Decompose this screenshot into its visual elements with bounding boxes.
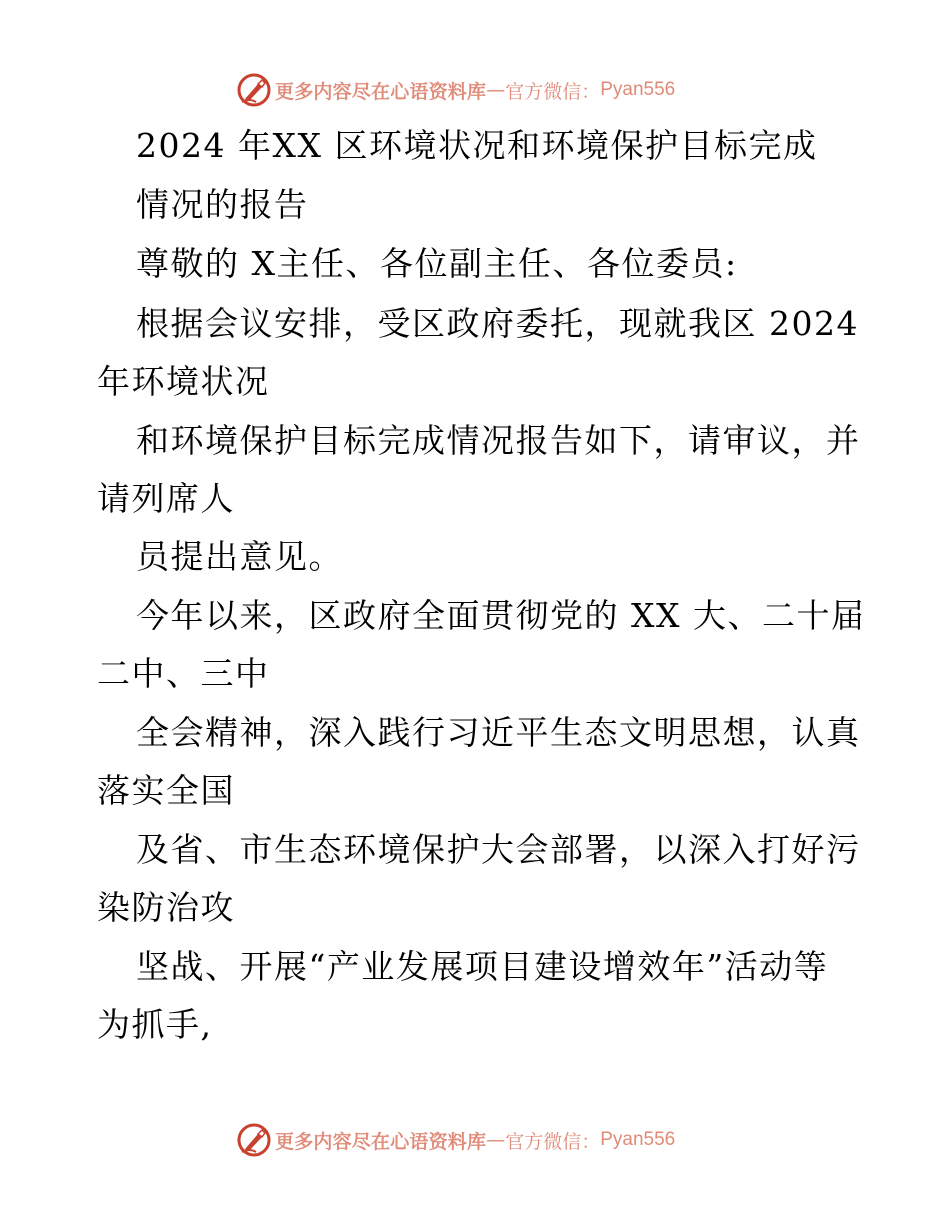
header-watermark <box>236 72 675 108</box>
paragraph-line: 根据会议安排，受区政府委托，现就我区 2024 <box>136 304 859 343</box>
pen-logo-icon <box>236 72 272 108</box>
footer-watermark <box>236 1122 675 1158</box>
watermark-text: 更多内容尽在心语资料库 <box>275 1130 487 1153</box>
paragraph-line: 及省、市生态环境保护大会部署，以深入打好污 <box>136 830 861 869</box>
paragraph-line: 和环境保护目标完成情况报告如下，请审议，并 <box>136 421 861 460</box>
paragraph-line: 今年以来，区政府全面贯彻党的 XX 大、二十届 <box>136 596 866 635</box>
watermark-wechat-id: Pyan556 <box>600 1129 676 1150</box>
watermark-wechat-id: Pyan556 <box>600 79 676 100</box>
paragraph-line: 全会精神，深入践行习近平生态文明思想，认真 <box>136 713 861 752</box>
pen-logo-icon <box>236 1122 272 1158</box>
watermark-dash: — <box>486 79 506 101</box>
paragraph-line: 落实全国 <box>97 771 235 810</box>
watermark-wechat-label: 官方微信： <box>505 1130 601 1153</box>
watermark-wechat-label: 官方微信： <box>505 80 601 103</box>
watermark-dash: — <box>486 1129 506 1151</box>
report-title-line-1: 2024 年XX 区环境状况和环境保护目标完成 <box>136 126 818 165</box>
watermark-text: 更多内容尽在心语资料库 <box>275 80 487 103</box>
report-title-line-2: 情况的报告 <box>136 185 309 224</box>
paragraph-line: 员提出意见。 <box>136 537 343 576</box>
paragraph-line: 请列席人 <box>97 479 235 518</box>
paragraph-line: 年环境状况 <box>97 362 270 401</box>
paragraph-line: 坚战、开展“产业发展项目建设增效年”活动等 <box>136 947 829 986</box>
paragraph-line: 染防治攻 <box>97 888 235 927</box>
salutation: 尊敬的 X主任、各位副主任、各位委员: <box>136 244 738 283</box>
paragraph-line: 为抓手, <box>97 1005 213 1044</box>
paragraph-line: 二中、三中 <box>97 654 270 693</box>
